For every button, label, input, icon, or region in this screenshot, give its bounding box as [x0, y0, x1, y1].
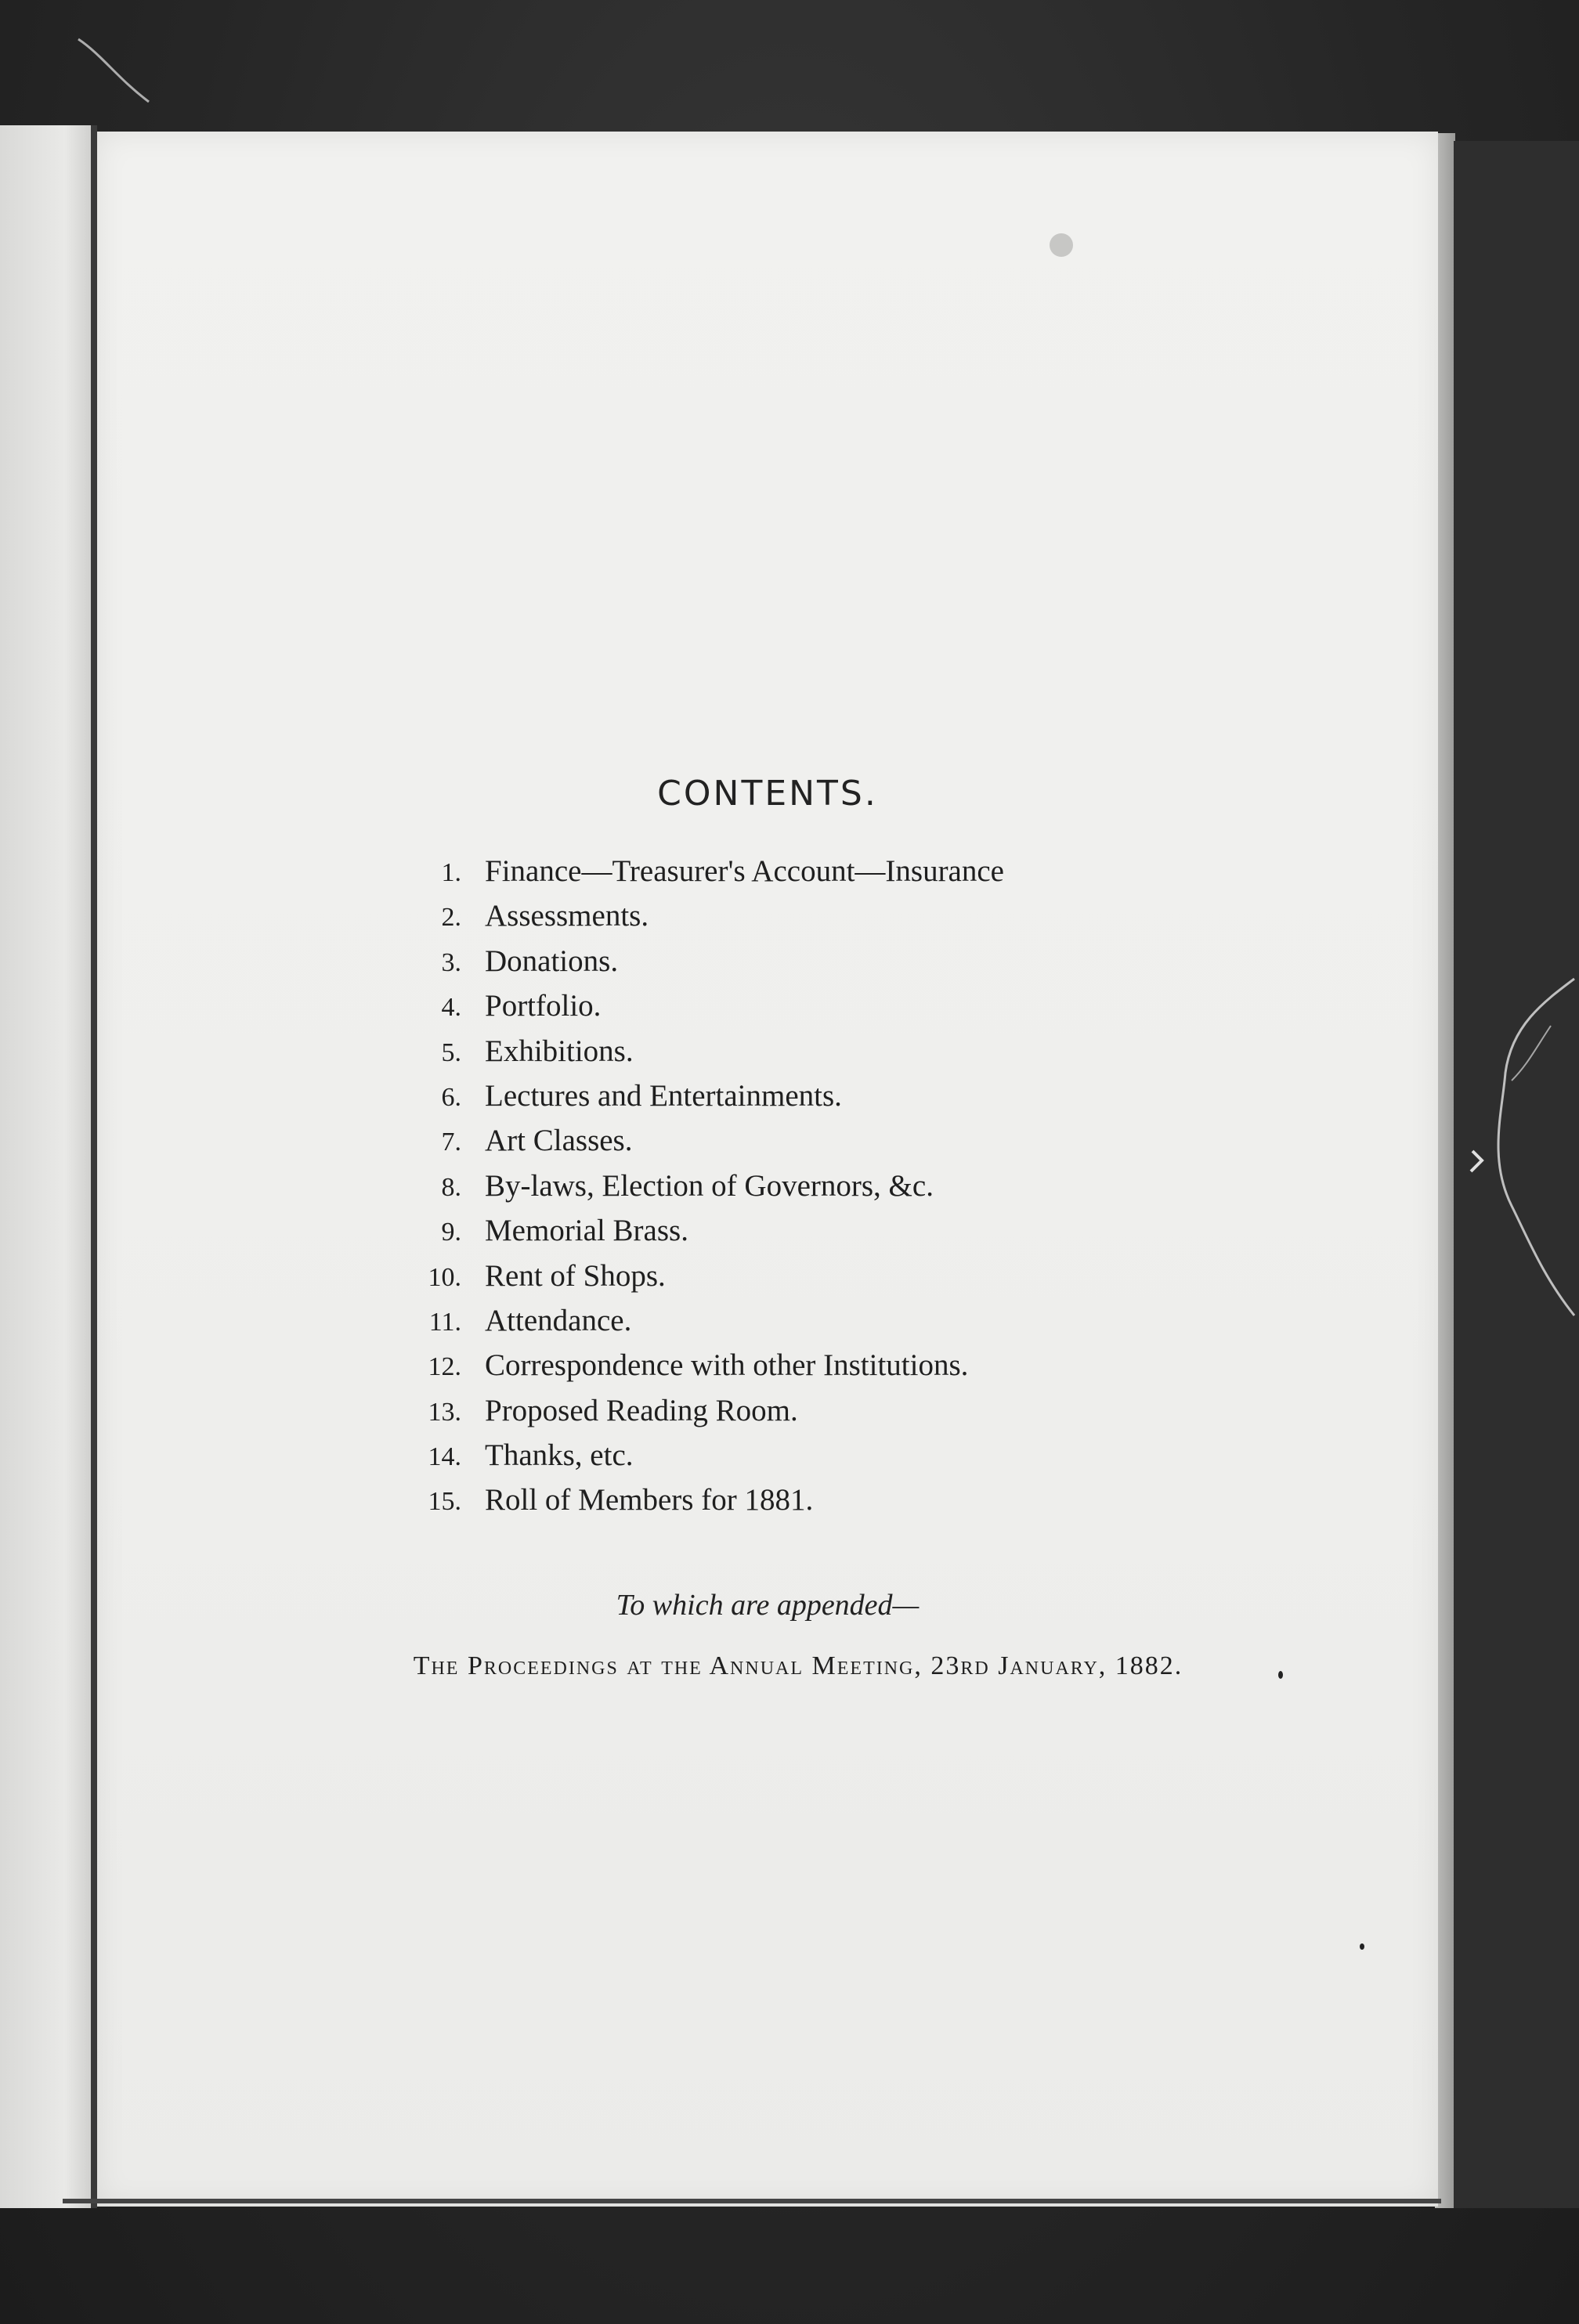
item-label: By-laws, Election of Governors, &c. — [485, 1168, 934, 1203]
item-label: Rent of Shops. — [485, 1258, 666, 1293]
item-number: 13. — [428, 1397, 461, 1427]
scratch-top-left — [70, 31, 164, 110]
item-number: 9. — [441, 1218, 461, 1247]
item-number: 8. — [441, 1172, 461, 1202]
paper-stain — [1050, 233, 1073, 257]
item-number: 4. — [441, 993, 461, 1023]
item-label: Correspondence with other Institutions. — [485, 1348, 969, 1383]
list-item — [395, 1348, 1256, 1392]
item-label: Proposed Reading Room. — [485, 1393, 798, 1427]
item-label: Attendance. — [485, 1303, 632, 1337]
page-bottom-edge — [63, 2199, 1441, 2203]
list-item — [395, 988, 1256, 1033]
list-item — [395, 1034, 1256, 1078]
item-label: Finance—Treasurer's Account—Insurance — [485, 854, 1004, 888]
item-label: Exhibitions. — [485, 1034, 634, 1068]
list-item — [395, 1438, 1256, 1482]
item-number: 10. — [428, 1262, 461, 1292]
list-item — [395, 853, 1256, 898]
item-number: 15. — [428, 1487, 461, 1517]
contents-list — [395, 853, 1256, 1528]
item-label: Memorial Brass. — [485, 1214, 688, 1248]
ink-speck — [1360, 1943, 1364, 1950]
item-number: 5. — [441, 1038, 461, 1067]
document-page — [97, 132, 1438, 2207]
list-item — [395, 1482, 1256, 1527]
item-number: 12. — [428, 1352, 461, 1382]
proceedings-line: The Proceedings at the Annual Meeting, 23rd January, 1882. — [413, 1651, 1183, 1680]
ink-speck — [1278, 1671, 1283, 1679]
list-item — [395, 1213, 1256, 1258]
appended-intro: To which are appended— — [616, 1589, 920, 1622]
item-label: Art Classes. — [485, 1124, 633, 1158]
scratch-marks — [1457, 955, 1579, 1394]
item-label: Portfolio. — [485, 989, 602, 1023]
item-label: Donations. — [485, 944, 619, 978]
page-gutter — [91, 125, 97, 2208]
item-number: 2. — [441, 903, 461, 933]
list-item — [395, 1258, 1256, 1303]
item-number: 1. — [441, 858, 461, 887]
list-item — [395, 1393, 1256, 1438]
list-item — [395, 898, 1256, 943]
item-label: Roll of Members for 1881. — [485, 1483, 814, 1517]
item-label: Assessments. — [485, 899, 649, 933]
list-item — [395, 1078, 1256, 1123]
list-item — [395, 1168, 1256, 1213]
list-item — [395, 944, 1256, 988]
item-number: 7. — [441, 1128, 461, 1157]
item-number: 14. — [428, 1442, 461, 1472]
item-number: 3. — [441, 947, 461, 977]
list-item — [395, 1123, 1256, 1167]
item-number: 11. — [428, 1307, 461, 1337]
item-number: 6. — [441, 1082, 461, 1112]
item-label: Lectures and Entertainments. — [485, 1078, 842, 1113]
item-label: Thanks, etc. — [485, 1438, 634, 1473]
facing-page-edge — [0, 125, 92, 2208]
list-item — [395, 1303, 1256, 1348]
contents-title: CONTENTS. — [657, 774, 878, 814]
